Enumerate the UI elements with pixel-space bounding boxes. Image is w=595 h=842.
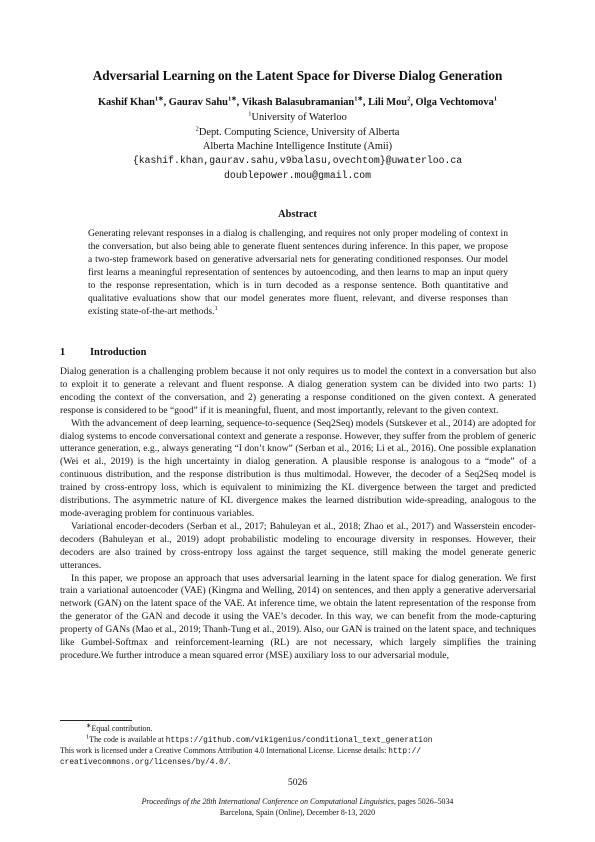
affiliation-text: Alberta Machine Intelligence Institute (Amii) xyxy=(202,141,393,152)
footnote-text: The code is available at xyxy=(89,735,164,744)
author-equal-mark: ∗ xyxy=(158,95,164,103)
section-heading xyxy=(60,346,146,359)
author-equal-mark: ∗ xyxy=(231,95,237,103)
footnote-equal-contribution xyxy=(60,724,536,734)
author-name: Vikash Balasubramanian xyxy=(241,97,355,108)
footnote-mark: 1 xyxy=(214,305,218,313)
page-number: 5026 xyxy=(287,777,308,788)
section-title: Introduction xyxy=(90,347,147,358)
license-end: . xyxy=(228,757,231,766)
affiliation-line xyxy=(40,140,555,153)
footnote-text: Equal contribution. xyxy=(91,724,153,733)
proceedings-title: Proceedings of the 28th International Conference on Computational Linguistics xyxy=(141,797,394,806)
section-number: 1 xyxy=(60,347,66,358)
affiliation-mark: 2 xyxy=(195,125,199,133)
email-line: {kashif.khan,gaurav.sahu,v9balasu,ovechtom}@uwaterloo.ca xyxy=(132,155,463,166)
license-link[interactable]: http:// xyxy=(388,748,422,756)
author-list: Kashif Khan$^{1∗}$, Gaurav Sahu$^{1∗}$, Vikash Balasubramanian$^{1∗}$, Lili Mou$^2$, Olga Vechtomova$^1$ xyxy=(97,95,498,108)
abstract-text: Generating relevant responses in a dialog is challenging, and requires not only proper modeling of context in the conversation, but also being able to generate fluent sentences during inference. In this paper, we propose a two-step framework based on generative adversarial nets for generating conditioned responses. Our model first learns a meaningful representation of sentences by autoencoding, and then learns to map an input query to the response representation, which is in turn decoded as a response sentence. Both quantitative and qualitative evaluations show that our model generates more fluent, relevant, and diverse responses than existing state-of-the-art methods. xyxy=(88,228,508,318)
author-affiliation-mark: 1 xyxy=(227,95,232,103)
proceedings-footer xyxy=(0,796,595,818)
author-affiliation-mark: 1 xyxy=(154,95,159,103)
email-line: doublepower.mou@gmail.com xyxy=(224,170,371,181)
author-equal-mark: ∗ xyxy=(357,95,363,103)
paragraph: With the advancement of deep learning, sequence-to-sequence (Seq2Seq) models (Sutskever et al., 2014) are adopted for dialog systems to encode conversational context and generate a response. However, they suffer from the problem of generic utterance generation, e.g., always generating “I don’t know” (Serban et al., 2016; Li et al., 2016). One possible explanation (Wei et al., 2019) is the high uncertainty in dialog generation. A plausible response is analogous to a “mode” of a continuous distribution, and the response distribution is thus multimodal. However, the decoder of a Seq2Seq model is trained by cross-entropy loss, which is equivalent to minimizing the KL divergence between the target and predicted distributions. The asymmetric nature of KL divergence makes the learned distribution wide-spreading, analogous to the mode-averaging problem for continuous variables. xyxy=(60,417,536,519)
code-link[interactable]: https://github.com/vikigenius/conditional_text_generation xyxy=(165,737,433,745)
abstract-body xyxy=(88,227,508,318)
footnote-mark: ∗ xyxy=(86,722,92,730)
author-name: Lili Mou xyxy=(368,97,408,108)
author-name: Gaurav Sahu xyxy=(168,97,228,108)
author-name: Kashif Khan xyxy=(97,97,155,108)
footnote-divider xyxy=(60,720,132,721)
section-body xyxy=(60,366,536,663)
footnote-license xyxy=(60,746,536,768)
proceedings-location: Barcelona, Spain (Online), December 8-13, 2020 xyxy=(219,808,376,817)
affiliation-line xyxy=(40,111,555,124)
paragraph: In this paper, we propose an approach that uses adversarial learning in the latent space for dialog generation. We first train a variational autoencoder (VAE) (Kingma and Welling, 2014) on sentences, and then apply a generative aderversarial network (GAN) on the latent space of the VAE. At inference time, we obtain the latent representation of the response from the generator of the GAN and decode it using the VAE’s decoder. In this way, we can benefit from the mode-capturing property of GANs (Mao et al., 2019; Thanh-Tung et al., 2019). Also, our GAN is trained on the latent space, and techniques like Gumbel-Softmax and reinforcement-learning (RL) are not necessary, which largely simplifies the training procedure.We further introduce a mean squared error (MSE) auxiliary loss to our adversarial module, xyxy=(60,572,536,661)
affiliation-text: Dept. Computing Science, University of Alberta xyxy=(198,127,400,138)
author-name: Olga Vechtomova xyxy=(415,97,494,108)
footnote-code xyxy=(60,735,536,746)
abstract-heading: Abstract xyxy=(278,209,317,220)
footnote-mark: 1 xyxy=(86,733,90,741)
license-link[interactable]: creativecommons.org/licenses/by/4.0/ xyxy=(60,759,229,767)
author-affiliation-mark: 1 xyxy=(493,95,498,103)
affiliation-line xyxy=(40,126,555,139)
paper-title: Adversarial Learning on the Latent Space for Diverse Dialog Generation xyxy=(92,68,503,83)
author-affiliation-mark: 1 xyxy=(354,95,358,103)
paragraph: Dialog generation is a challenging problem because it not only requires us to model the context in a conversation but also to exploit it to generate a relevant and fluent response. A dialog generation system can be divided into two parts: 1) encoding the context of the conversation, and 2) generating a response conditioned on the given context. A generated response is considered to be “good” if it is meaningful, fluent, and most importantly, relevant to the given context. xyxy=(60,366,536,416)
affiliation-mark: 1 xyxy=(248,110,252,118)
license-text: This work is licensed under a Creative Commons Attribution 4.0 International License. License details: xyxy=(60,746,387,755)
paragraph: Variational encoder-decoders (Serban et al., 2017; Bahuleyan et al., 2018; Zhao et al., 2017) and Wasserstein encoder-decoders (Bahuleyan et al., 2019) adopt probabilistic modeling to encourage diversity in responses. However, their decoders are also trained by cross-entropy loss against the target sequence, still making the model generate generic utterances. xyxy=(60,520,536,571)
proceedings-pages: , pages 5026–5034 xyxy=(393,797,454,806)
affiliation-text: University of Waterloo xyxy=(251,112,347,123)
author-affiliation-mark: 2 xyxy=(407,95,411,103)
